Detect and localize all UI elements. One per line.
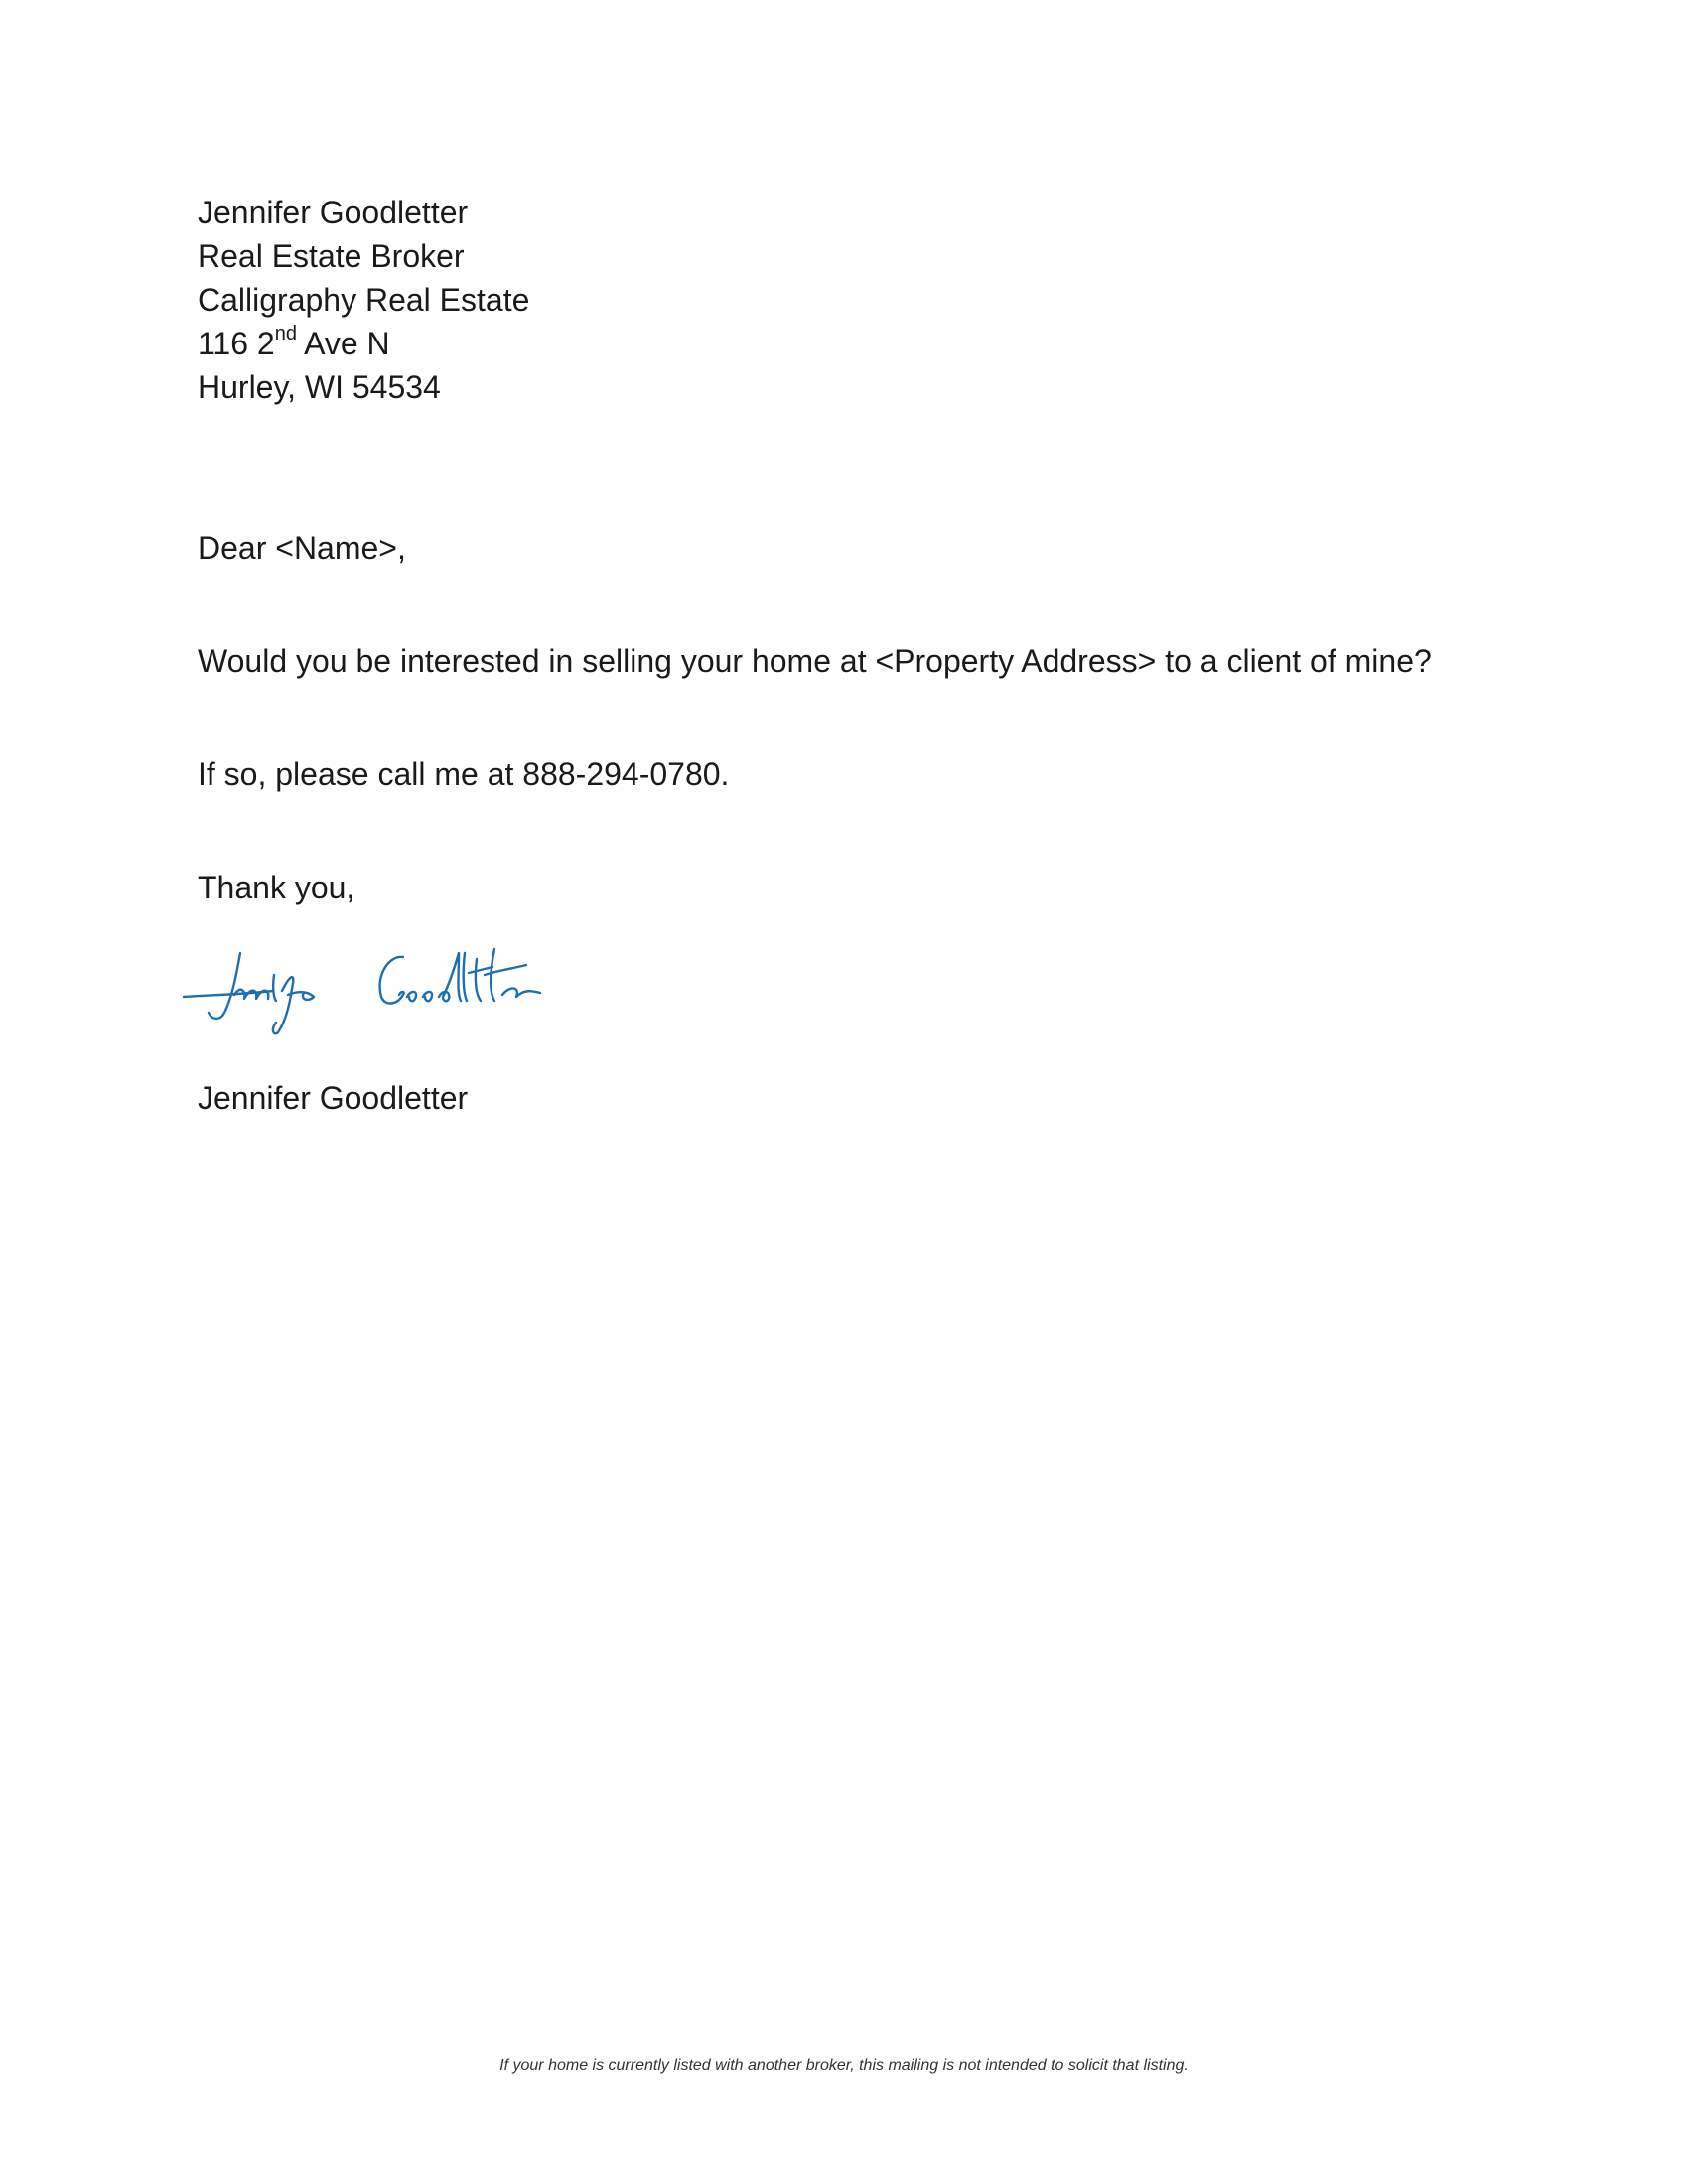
signed-name: Jennifer Goodletter <box>198 1080 469 1116</box>
sender-street <box>198 322 529 365</box>
footer-disclaimer: If your home is currently listed with another broker, this mailing is not intended to solicit that listing. <box>499 2057 1189 2074</box>
body-paragraph-1: Would you be interested in selling your home at <Property Address> to a client of mine? <box>198 643 1432 679</box>
sender-address-block <box>198 191 529 409</box>
street-ordinal-suffix: nd <box>274 323 297 345</box>
body-paragraph-2: If so, please call me at 888-294-0780. <box>198 756 730 792</box>
sender-company: Calligraphy Real Estate <box>198 282 530 318</box>
handwritten-signature <box>179 935 546 1054</box>
sender-city-state-zip: Hurley, WI 54534 <box>198 369 441 405</box>
salutation: Dear <Name>, <box>198 530 406 566</box>
street-name: Ave N <box>296 326 390 361</box>
closing: Thank you, <box>198 870 355 905</box>
street-number: 116 2 <box>198 326 275 361</box>
sender-title: Real Estate Broker <box>198 238 465 274</box>
sender-name: Jennifer Goodletter <box>198 195 469 230</box>
signature-drawing <box>179 935 546 1054</box>
